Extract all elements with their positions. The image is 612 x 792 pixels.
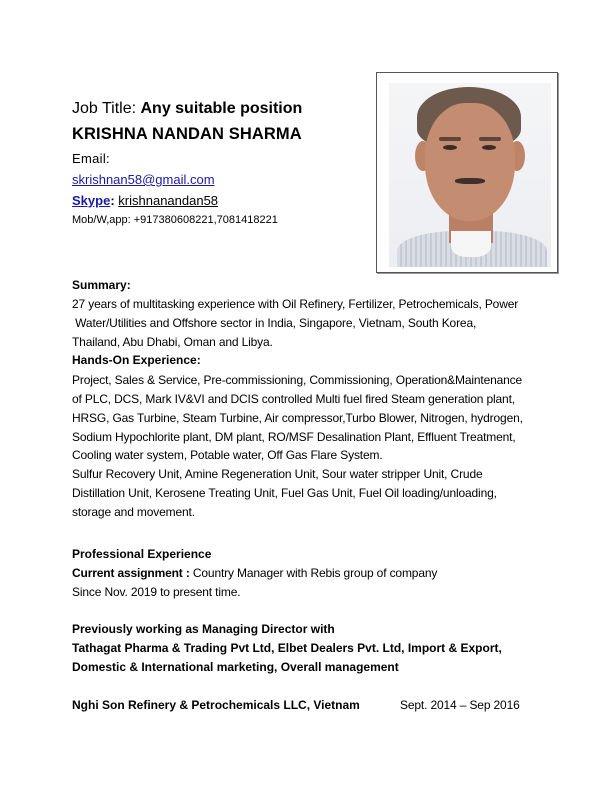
summary-line: Water/Utilities and Offshore sector in India, Singapore, Vietnam, South Korea,	[72, 316, 477, 330]
skype-id[interactable]: krishnanandan58	[118, 193, 219, 208]
profile-photo	[389, 83, 551, 267]
current-assignment-label: Current assignment :	[72, 566, 193, 580]
hands-on-line: Sodium Hypochlorite plant, DM plant, RO/MSF Desalination Plant, Effluent Treatment,	[72, 430, 516, 444]
current-since: Since Nov. 2019 to present time.	[72, 585, 241, 599]
job-title-value: Any suitable position	[140, 100, 303, 117]
candidate-name: KRISHNA NANDAN SHARMA	[72, 125, 302, 143]
hands-on-line: of PLC, DCS, Mark IV&VI and DCIS controlled Multi fuel fired Steam generation plant,	[72, 392, 515, 406]
email-label: Email:	[72, 151, 110, 166]
hands-on-line: Cooling water system, Potable water, Off Gas Flare System.	[72, 448, 383, 462]
hands-on-line: storage and movement.	[72, 505, 195, 519]
photo-collar	[451, 231, 491, 257]
mobile-number: Mob/W,app: +917380608221,7081418221	[72, 214, 278, 226]
profile-photo-frame	[376, 72, 558, 273]
photo-eye-right	[482, 145, 496, 150]
summary-line: 27 years of multitasking experience with Oil Refinery, Fertilizer, Petrochemicals, Power	[72, 297, 519, 311]
photo-brow-left	[439, 137, 461, 141]
skype-row	[72, 193, 218, 208]
summary-line: Thailand, Abu Dhabi, Oman and Libya.	[72, 335, 273, 349]
hands-on-heading: Hands-On Experience:	[72, 353, 201, 367]
photo-eye-left	[443, 145, 457, 150]
summary-heading: Summary:	[72, 278, 131, 292]
hands-on-line: Sulfur Recovery Unit, Amine Regeneration Unit, Sour water stripper Unit, Crude	[72, 467, 483, 481]
current-assignment	[72, 566, 437, 580]
hands-on-line: HRSG, Gas Turbine, Steam Turbine, Air compressor,Turbo Blower, Nitrogen, hydrogen,	[72, 411, 523, 425]
job-title	[72, 100, 302, 118]
job-title-label: Job Title:	[72, 100, 141, 117]
previous-line: Domestic & International marketing, Overall management	[72, 660, 399, 674]
hands-on-line: Project, Sales & Service, Pre-commissioning, Commissioning, Operation&Maintenance	[72, 373, 523, 387]
photo-face	[425, 103, 515, 221]
job-period: Sept. 2014 – Sep 2016	[400, 698, 520, 712]
professional-heading: Professional Experience	[72, 547, 212, 561]
email-link[interactable]: skrishnan58@gmail.com	[72, 172, 215, 187]
previous-line: Tathagat Pharma & Trading Pvt Ltd, Elbet Dealers Pvt. Ltd, Import & Export,	[72, 641, 502, 655]
job-company: Nghi Son Refinery & Petrochemicals LLC, Vietnam	[72, 698, 360, 712]
current-assignment-value: Country Manager with Rebis group of company	[192, 566, 438, 580]
photo-brow-right	[479, 137, 501, 141]
photo-mustache	[455, 178, 485, 184]
skype-link[interactable]: Skype	[72, 193, 111, 208]
hands-on-line: Distillation Unit, Kerosene Treating Unit, Fuel Gas Unit, Fuel Oil loading/unloading,	[72, 486, 497, 500]
skype-colon: :	[110, 193, 115, 208]
previous-line: Previously working as Managing Director with	[72, 622, 335, 636]
